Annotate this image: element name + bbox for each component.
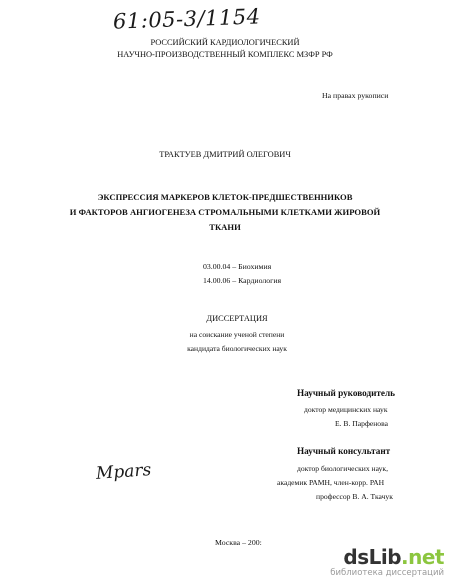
rights-note: На правах рукописи [322,91,389,100]
signature [95,460,152,484]
organization-line-1: РОССИЙСКИЙ КАРДИОЛОГИЧЕСКИЙ [150,38,300,47]
supervisor-heading: Научный руководитель [297,388,395,398]
dslib-logo [343,545,444,569]
dslib-logo-main: dsLib [343,545,402,569]
supervisor-name: Е. В. Парфенова [335,419,388,428]
consultant-name: профессор В. А. Ткачук [316,492,393,501]
dslib-subtitle: библиотека диссертаций [330,568,444,578]
degree-line-2: кандидата биологических наук [187,344,287,353]
dissertation-title-line-2: И ФАКТОРОВ АНГИОГЕНЕЗА СТРОМАЛЬНЫМИ КЛЕТКАМИ ЖИРОВОЙ [69,207,381,217]
specialty-cardiology: 14.00.06 – Кардиология [203,276,282,285]
consultant-heading: Научный консультант [297,446,391,456]
dslib-logo-tld: .net [401,545,444,569]
dissertation-title-line-1: ЭКСПРЕССИЯ МАРКЕРОВ КЛЕТОК-ПРЕДШЕСТВЕННИКОВ [97,192,353,202]
dslib-watermark [320,545,444,579]
dissertation-title-line-3: ТКАНИ [209,222,241,232]
organization-line-2: НАУЧНО-ПРОИЗВОДСТВЕННЫЙ КОМПЛЕКС МЗФР РФ [117,50,333,59]
consultant-degree: доктор биологических наук, [297,464,388,473]
place-and-year: Москва – 200: [215,538,262,547]
degree-line-1: на соискание ученой степени [189,330,285,339]
consultant-titles: академик РАМН, член-корр. РАН [277,478,385,487]
author-name: ТРАКТУЕВ ДМИТРИЙ ОЛЕГОВИЧ [159,150,291,159]
specialty-biochemistry: 03.00.04 – Биохимия [203,262,272,271]
document-type: ДИССЕРТАЦИЯ [206,314,268,323]
handwritten-reference: 61:05-3/1154 [112,4,261,34]
supervisor-degree: доктор медицинских наук [304,405,388,414]
signature-text: Mpars [95,460,152,484]
